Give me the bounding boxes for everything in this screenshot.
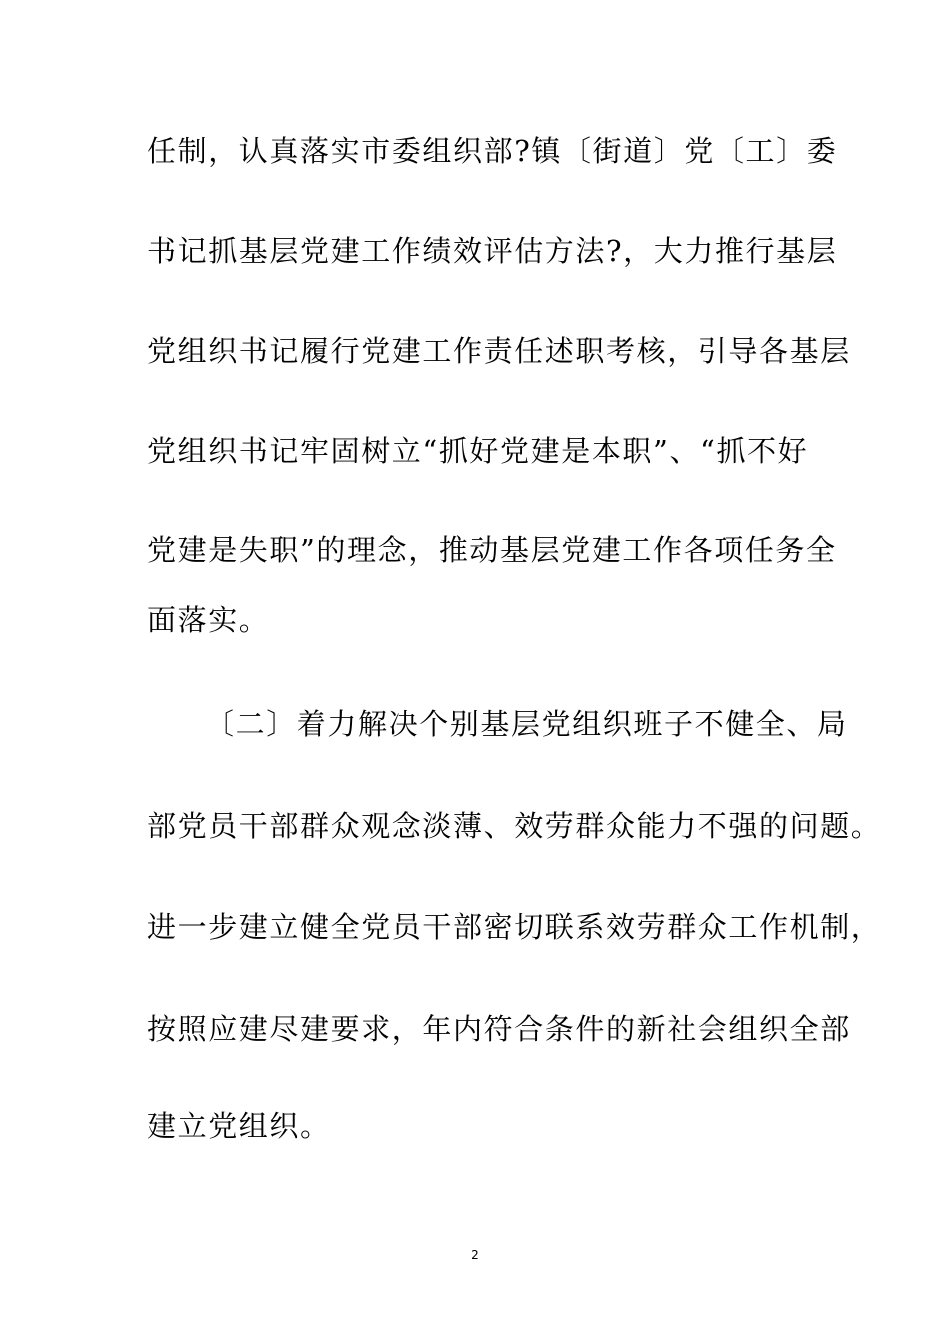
paragraph-line: 党组织书记牢固树立“抓好党建是本职”、“抓不好 (147, 434, 809, 468)
paragraph-line: 任制，认真落实市委组织部?镇〔街道〕党〔工〕委 (147, 134, 838, 168)
paragraph-line: 进一步建立健全党员干部密切联系效劳群众工作机制， (147, 910, 882, 944)
page-number: 2 (471, 1248, 479, 1262)
section-heading-line: 〔二〕着力解决个别基层党组织班子不健全、局 (205, 707, 848, 741)
paragraph-line: 面落实。 (147, 603, 270, 637)
paragraph-line: 建立党组织。 (147, 1109, 331, 1143)
paragraph-line: 党组织书记履行党建工作责任述职考核，引导各基层 (147, 334, 851, 368)
paragraph-line: 书记抓基层党建工作绩效评估方法?，大力推行基层 (147, 234, 838, 268)
paragraph-line: 按照应建尽建要求，年内符合条件的新社会组织全部 (147, 1012, 851, 1046)
paragraph-line: 部党员干部群众观念淡薄、效劳群众能力不强的问题。 (147, 809, 882, 843)
paragraph-line: 党建是失职”的理念，推动基层党建工作各项任务全 (147, 533, 837, 567)
